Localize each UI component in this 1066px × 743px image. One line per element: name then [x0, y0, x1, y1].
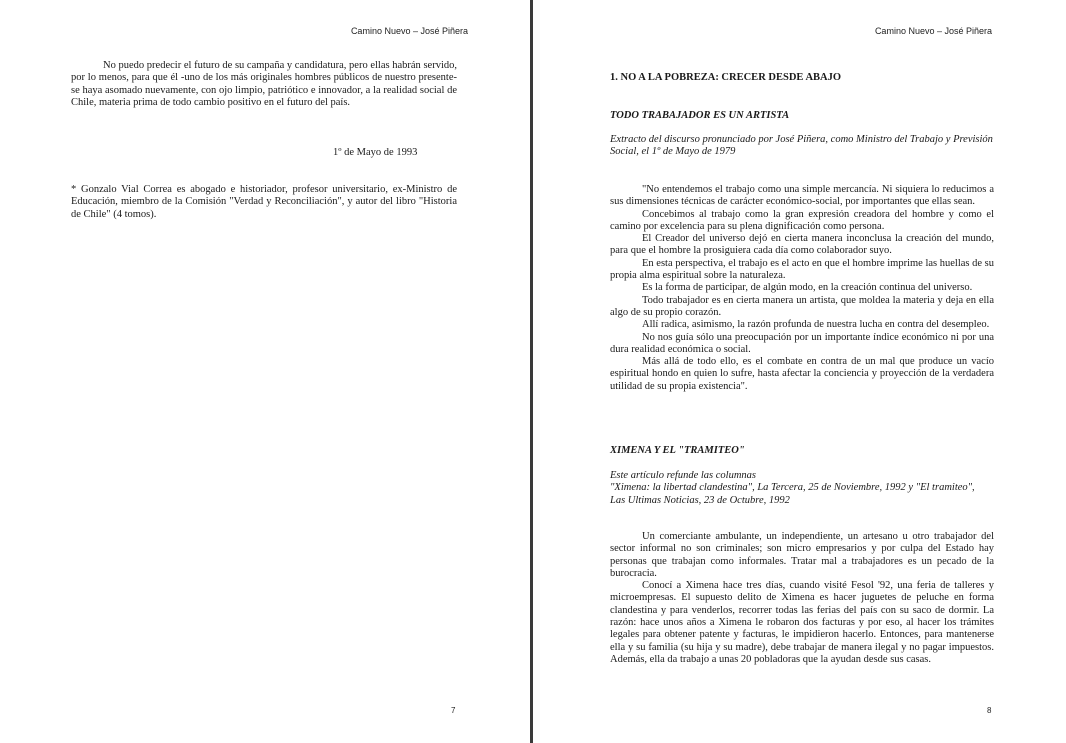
section2-paragraph: Conocí a Ximena hace tres días, cuando visité Fesol '92, una feria de talleres y microempresas. El supuesto delito de Ximena es hacer juguetes de peluche en forma clandestina y para venderlos, recorrer todas las ferias del país con su saco de dormir. La razón: hace unos años a Ximena le robaron dos facturas y por eso, al hacer los trámites legales para obtener patente y facturas, le impidieron hacerlo. Entonces, para mantenerse ella y su familia (su hija y su madre), debe trabajar de manera ilegal y no pagar impuestos. Además, ella da trabajo a unas 20 pobladoras que la ayudan desde sus casas. [610, 580, 994, 665]
left-date: 1º de Mayo de 1993 [333, 147, 418, 158]
section1-subtitle: Extracto del discurso pronunciado por José Piñera, como Ministro del Trabajo y Previsión Social, el 1º de Mayo de 1979 [610, 134, 993, 158]
section2-subtitle [610, 470, 994, 507]
right-page-header: Camino Nuevo – José Piñera [874, 26, 992, 36]
section1-paragraph: Allí radica, asimismo, la razón profunda de nuestra lucha en contra del desempleo. [642, 319, 990, 331]
section2-paragraph: Un comerciante ambulante, un independiente, un artesano u otro trabajador del sector informal no son criminales; son micro empresarios y por culpa del Estado hay personas que trabajan como informales. Tratar mal a trabajadores es un pecado de la burocracia. [610, 531, 994, 579]
section2-subtitle-line: "Ximena: la libertad clandestina", La Tercera, 25 de Noviembre, 1992 y "El tramiteo", [610, 482, 975, 494]
section1-paragraph: Concebimos al trabajo como la gran expresión creadora del hombre y como el camino por excelencia para su plena dignificación como persona. [610, 208, 994, 232]
section1-paragraph: "No entendemos el trabajo como una simple mercancía. Ni siquiera lo reducimos a sus dimensiones técnicas de carácter económico-social, por importantes que ellas sean. [610, 184, 994, 208]
right-page-number: 8 [987, 706, 992, 715]
section1-paragraph: No nos guía sólo una preocupación por un importante índice económico ni por una dura realidad económica o social. [610, 331, 994, 355]
chapter-title: 1. NO A LA POBREZA: CRECER DESDE ABAJO [610, 72, 842, 83]
left-intro-paragraph: No puedo predecir el futuro de su campaña y candidatura, pero ellas habrán servido, por lo menos, para que él -uno de los más originales hombres públicos de nuestro presente- se haya asomado nuevamente, con ojo limpio, patriótico e innovador, a la realidad social de Chile, materia prima de todo cambio positivo en el futuro del país. [71, 60, 457, 108]
left-page-number: 7 [451, 706, 456, 715]
section2-subtitle-line: Este artículo refunde las columnas [610, 470, 757, 481]
section2-body [610, 531, 994, 666]
author-note: * Gonzalo Vial Correa es abogado e historiador, profesor universitario, ex-Ministro de Educación, miembro de la Comisión "Verdad y Reconciliación", y autor del libro "Historia de Chile" (4 tomos). [71, 184, 457, 220]
left-page-header: Camino Nuevo – José Piñera [350, 26, 468, 36]
section1-paragraph: Todo trabajador es en cierta manera un artista, que moldea la materia y deja en ella algo de su propio corazón. [610, 294, 994, 318]
section2-subtitle-line: Las Ultimas Noticias, 23 de Octubre, 1992 [610, 494, 790, 506]
section1-paragraph: En esta perspectiva, el trabajo es el acto en que el hombre imprime las huellas de su propia alma espiritual sobre la naturaleza. [610, 257, 994, 282]
section2-title: XIMENA Y EL "TRAMITEO" [610, 445, 745, 456]
left-page [0, 0, 530, 743]
section1-title: TODO TRABAJADOR ES UN ARTISTA [610, 110, 790, 121]
section1-body [610, 184, 994, 393]
section1-paragraph: Más allá de todo ello, es el combate en contra de un mal que produce un vacío espiritual hondo en quien lo sufre, hasta afectar la conciencia y proyección de la verdadera utilidad de su propia existencia". [610, 356, 994, 392]
right-page [533, 0, 1066, 743]
section1-paragraph: Es la forma de participar, de algún modo, en la creación continua del universo. [642, 282, 973, 294]
section1-paragraph: El Creador del universo dejó en cierta manera inconclusa la creación del mundo, para que el hombre la prosiguiera cada día como colaborador suyo. [610, 233, 994, 257]
